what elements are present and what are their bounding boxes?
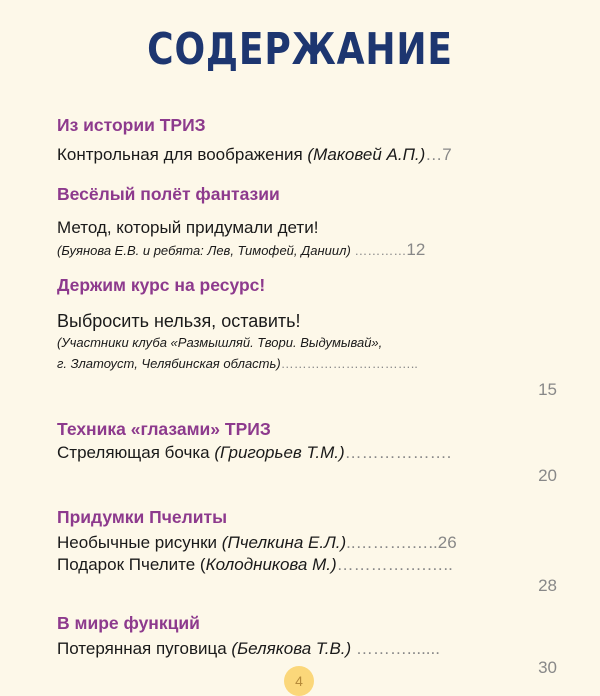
page-ref: 12 bbox=[406, 240, 426, 259]
toc-section bbox=[57, 114, 557, 166]
section-heading: Придумки Пчелиты bbox=[57, 507, 228, 527]
toc-section bbox=[57, 183, 557, 261]
leader-dots: ………… bbox=[350, 243, 407, 258]
leader-dots: …………….….. bbox=[336, 555, 453, 574]
toc-entry[interactable] bbox=[57, 442, 557, 464]
leader-dots: ………………………….. bbox=[280, 356, 418, 371]
toc-section bbox=[57, 506, 557, 596]
entry-title: Подарок Пчелите ( bbox=[57, 555, 206, 574]
page-number-badge: 4 bbox=[284, 666, 314, 696]
entry-author: г. Златоуст, Челябинская область) bbox=[57, 356, 281, 371]
entry-title[interactable]: Метод, который придумали дети! bbox=[57, 218, 319, 237]
toc-entry[interactable] bbox=[57, 239, 557, 261]
page-ref: 28 bbox=[538, 576, 557, 595]
entry-author: (Григорьев Т.М.) bbox=[214, 443, 345, 462]
entry-author: (Буянова Е.В. и ребята: Лев, Тимофей, Даниил) bbox=[57, 243, 351, 258]
entry-title[interactable]: Выбросить нельзя, оставить! bbox=[57, 311, 301, 331]
section-heading: В мире функций bbox=[57, 613, 200, 633]
page-ref: 26 bbox=[437, 533, 457, 552]
page-title: СОДЕРЖАНИЕ bbox=[147, 24, 453, 75]
section-heading: Держим курс на ресурс! bbox=[57, 275, 266, 295]
page-ref: 15 bbox=[538, 380, 557, 399]
toc-entry[interactable] bbox=[57, 144, 557, 166]
page-ref: 20 bbox=[538, 466, 557, 485]
entry-title: Необычные рисунки bbox=[57, 533, 222, 552]
toc-section bbox=[57, 418, 557, 486]
entry-author: (Участники клуба «Размышляй. Твори. Выдумывай», bbox=[57, 335, 383, 350]
leader-dots: … bbox=[425, 145, 443, 164]
toc-section bbox=[57, 274, 557, 400]
entry-author: (Маковей А.П.) bbox=[307, 145, 426, 164]
section-heading: Техника «глазами» ТРИЗ bbox=[57, 419, 271, 439]
leader-dots: ………………. bbox=[344, 443, 452, 462]
toc-entry[interactable] bbox=[57, 554, 557, 576]
page-ref: 7 bbox=[442, 145, 452, 164]
entry-author: Колодникова М.) bbox=[205, 555, 337, 574]
page-ref: 30 bbox=[538, 658, 557, 677]
toc-entry[interactable] bbox=[57, 532, 557, 554]
leader-dots: ..……….….. bbox=[346, 533, 438, 552]
section-heading: Весёлый полёт фантазии bbox=[57, 184, 280, 204]
entry-author: (Пчелкина Е.Л.) bbox=[221, 533, 347, 552]
entry-title: Потерянная пуговица bbox=[57, 639, 232, 658]
leader-dots: ………....... bbox=[351, 639, 440, 658]
entry-title: Контрольная для воображения bbox=[57, 145, 308, 164]
toc-entry[interactable] bbox=[57, 638, 557, 660]
section-heading: Из истории ТРИЗ bbox=[57, 115, 206, 135]
entry-title: Стреляющая бочка bbox=[57, 443, 215, 462]
toc-entry[interactable] bbox=[57, 353, 557, 374]
entry-author: (Белякова Т.В.) bbox=[231, 639, 352, 658]
